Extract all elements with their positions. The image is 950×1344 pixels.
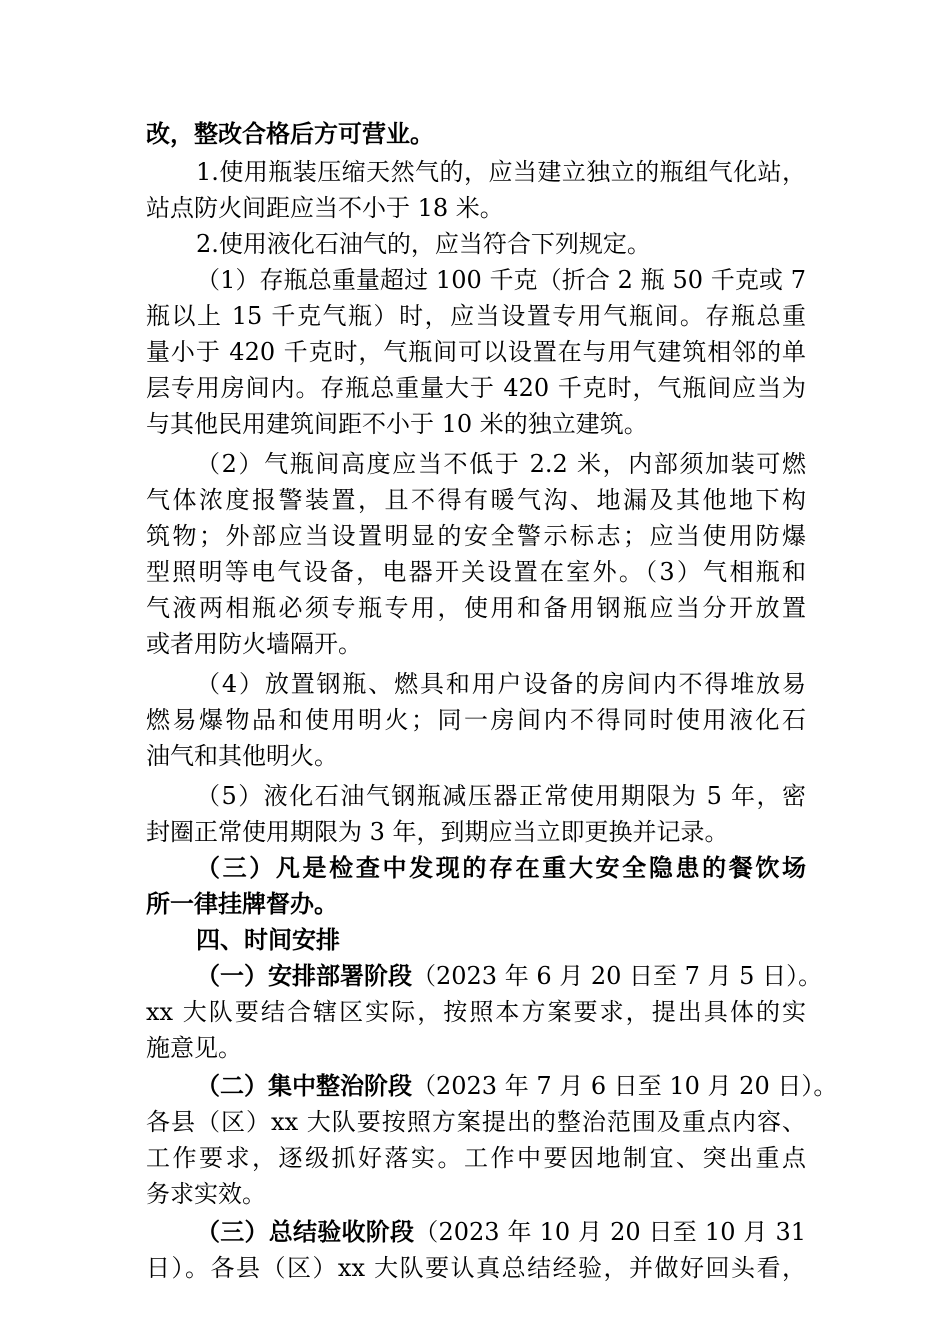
phase-title: （二）集中整治阶段 [196,1072,412,1100]
paragraph-line: 封圈正常使用期限为 3 年，到期应当立即更换并记录。 [146,818,729,846]
paragraph-line: 或者用防火墙隔开。 [146,630,362,658]
phase-title: （三）总结验收阶段 [196,1218,415,1246]
paragraph-line: 量小于 420 千克时，气瓶间可以设置在与用气建筑相邻的单 [146,338,806,366]
paragraph-line: 油气和其他明火。 [146,742,338,770]
phase-dates: （2023 年 6 月 20 日至 7 月 5 日）。 [412,962,823,990]
paragraph-line: 层专用房间内。存瓶总重量大于 420 千克时，气瓶间应当为 [146,374,806,402]
paragraph-line: （1）存瓶总重量超过 100 千克（折合 2 瓶 50 千克或 7 [196,266,806,294]
section-heading-line: （三）凡是检查中发现的存在重大安全隐患的餐饮场 [196,854,806,882]
phase-title: （一）安排部署阶段 [196,962,412,990]
paragraph-line: 气体浓度报警装置，且不得有暖气沟、地漏及其他地下构 [146,486,806,514]
phase-dates: （2023 年 10 月 20 日至 10 月 31 [414,1218,807,1246]
paragraph-line: 1.使用瓶装压缩天然气的，应当建立独立的瓶组气化站， [196,158,806,186]
paragraph-line [196,1068,838,1104]
paragraph-line: 工作要求，逐级抓好落实。工作中要因地制宜、突出重点 [146,1144,806,1172]
paragraph-line: 站点防火间距应当不小于 18 米。 [146,194,504,222]
paragraph-line [196,1214,806,1250]
paragraph-line: （5）液化石油气钢瓶减压器正常使用期限为 5 年，密 [196,782,806,810]
phase-dates: （2023 年 7 月 6 日至 10 月 20 日）。 [412,1072,838,1100]
paragraph-line: 各县（区）xx 大队要按照方案提出的整治范围及重点内容、 [146,1108,806,1136]
paragraph-line: 务求实效。 [146,1180,266,1208]
paragraph-line: 燃易爆物品和使用明火；同一房间内不得同时使用液化石 [146,706,806,734]
paragraph-line: 型照明等电气设备，电器开关设置在室外。（3）气相瓶和 [146,558,806,586]
section-heading-line: 所一律挂牌督办。 [146,890,338,918]
paragraph-line: 瓶以上 15 千克气瓶）时，应当设置专用气瓶间。存瓶总重 [146,302,806,330]
paragraph-line: （4）放置钢瓶、燃具和用户设备的房间内不得堆放易 [196,670,806,698]
paragraph-line: 日）。各县（区）xx 大队要认真总结经验，并做好回头看， [146,1254,806,1282]
paragraph-line: （2）气瓶间高度应当不低于 2.2 米，内部须加装可燃 [196,450,806,478]
section-heading: 四、时间安排 [196,926,340,954]
paragraph-line: 施意见。 [146,1034,242,1062]
paragraph-line: 筑物；外部应当设置明显的安全警示标志；应当使用防爆 [146,522,806,550]
paragraph-line: 气液两相瓶必须专瓶专用，使用和备用钢瓶应当分开放置 [146,594,806,622]
paragraph-line [196,958,823,994]
paragraph-line: 2.使用液化石油气的，应当符合下列规定。 [196,230,651,258]
paragraph-line: 改，整改合格后方可营业。 [146,120,434,148]
paragraph-line: xx 大队要结合辖区实际，按照本方案要求，提出具体的实 [146,998,806,1026]
paragraph-line: 与其他民用建筑间距不小于 10 米的独立建筑。 [146,410,648,438]
